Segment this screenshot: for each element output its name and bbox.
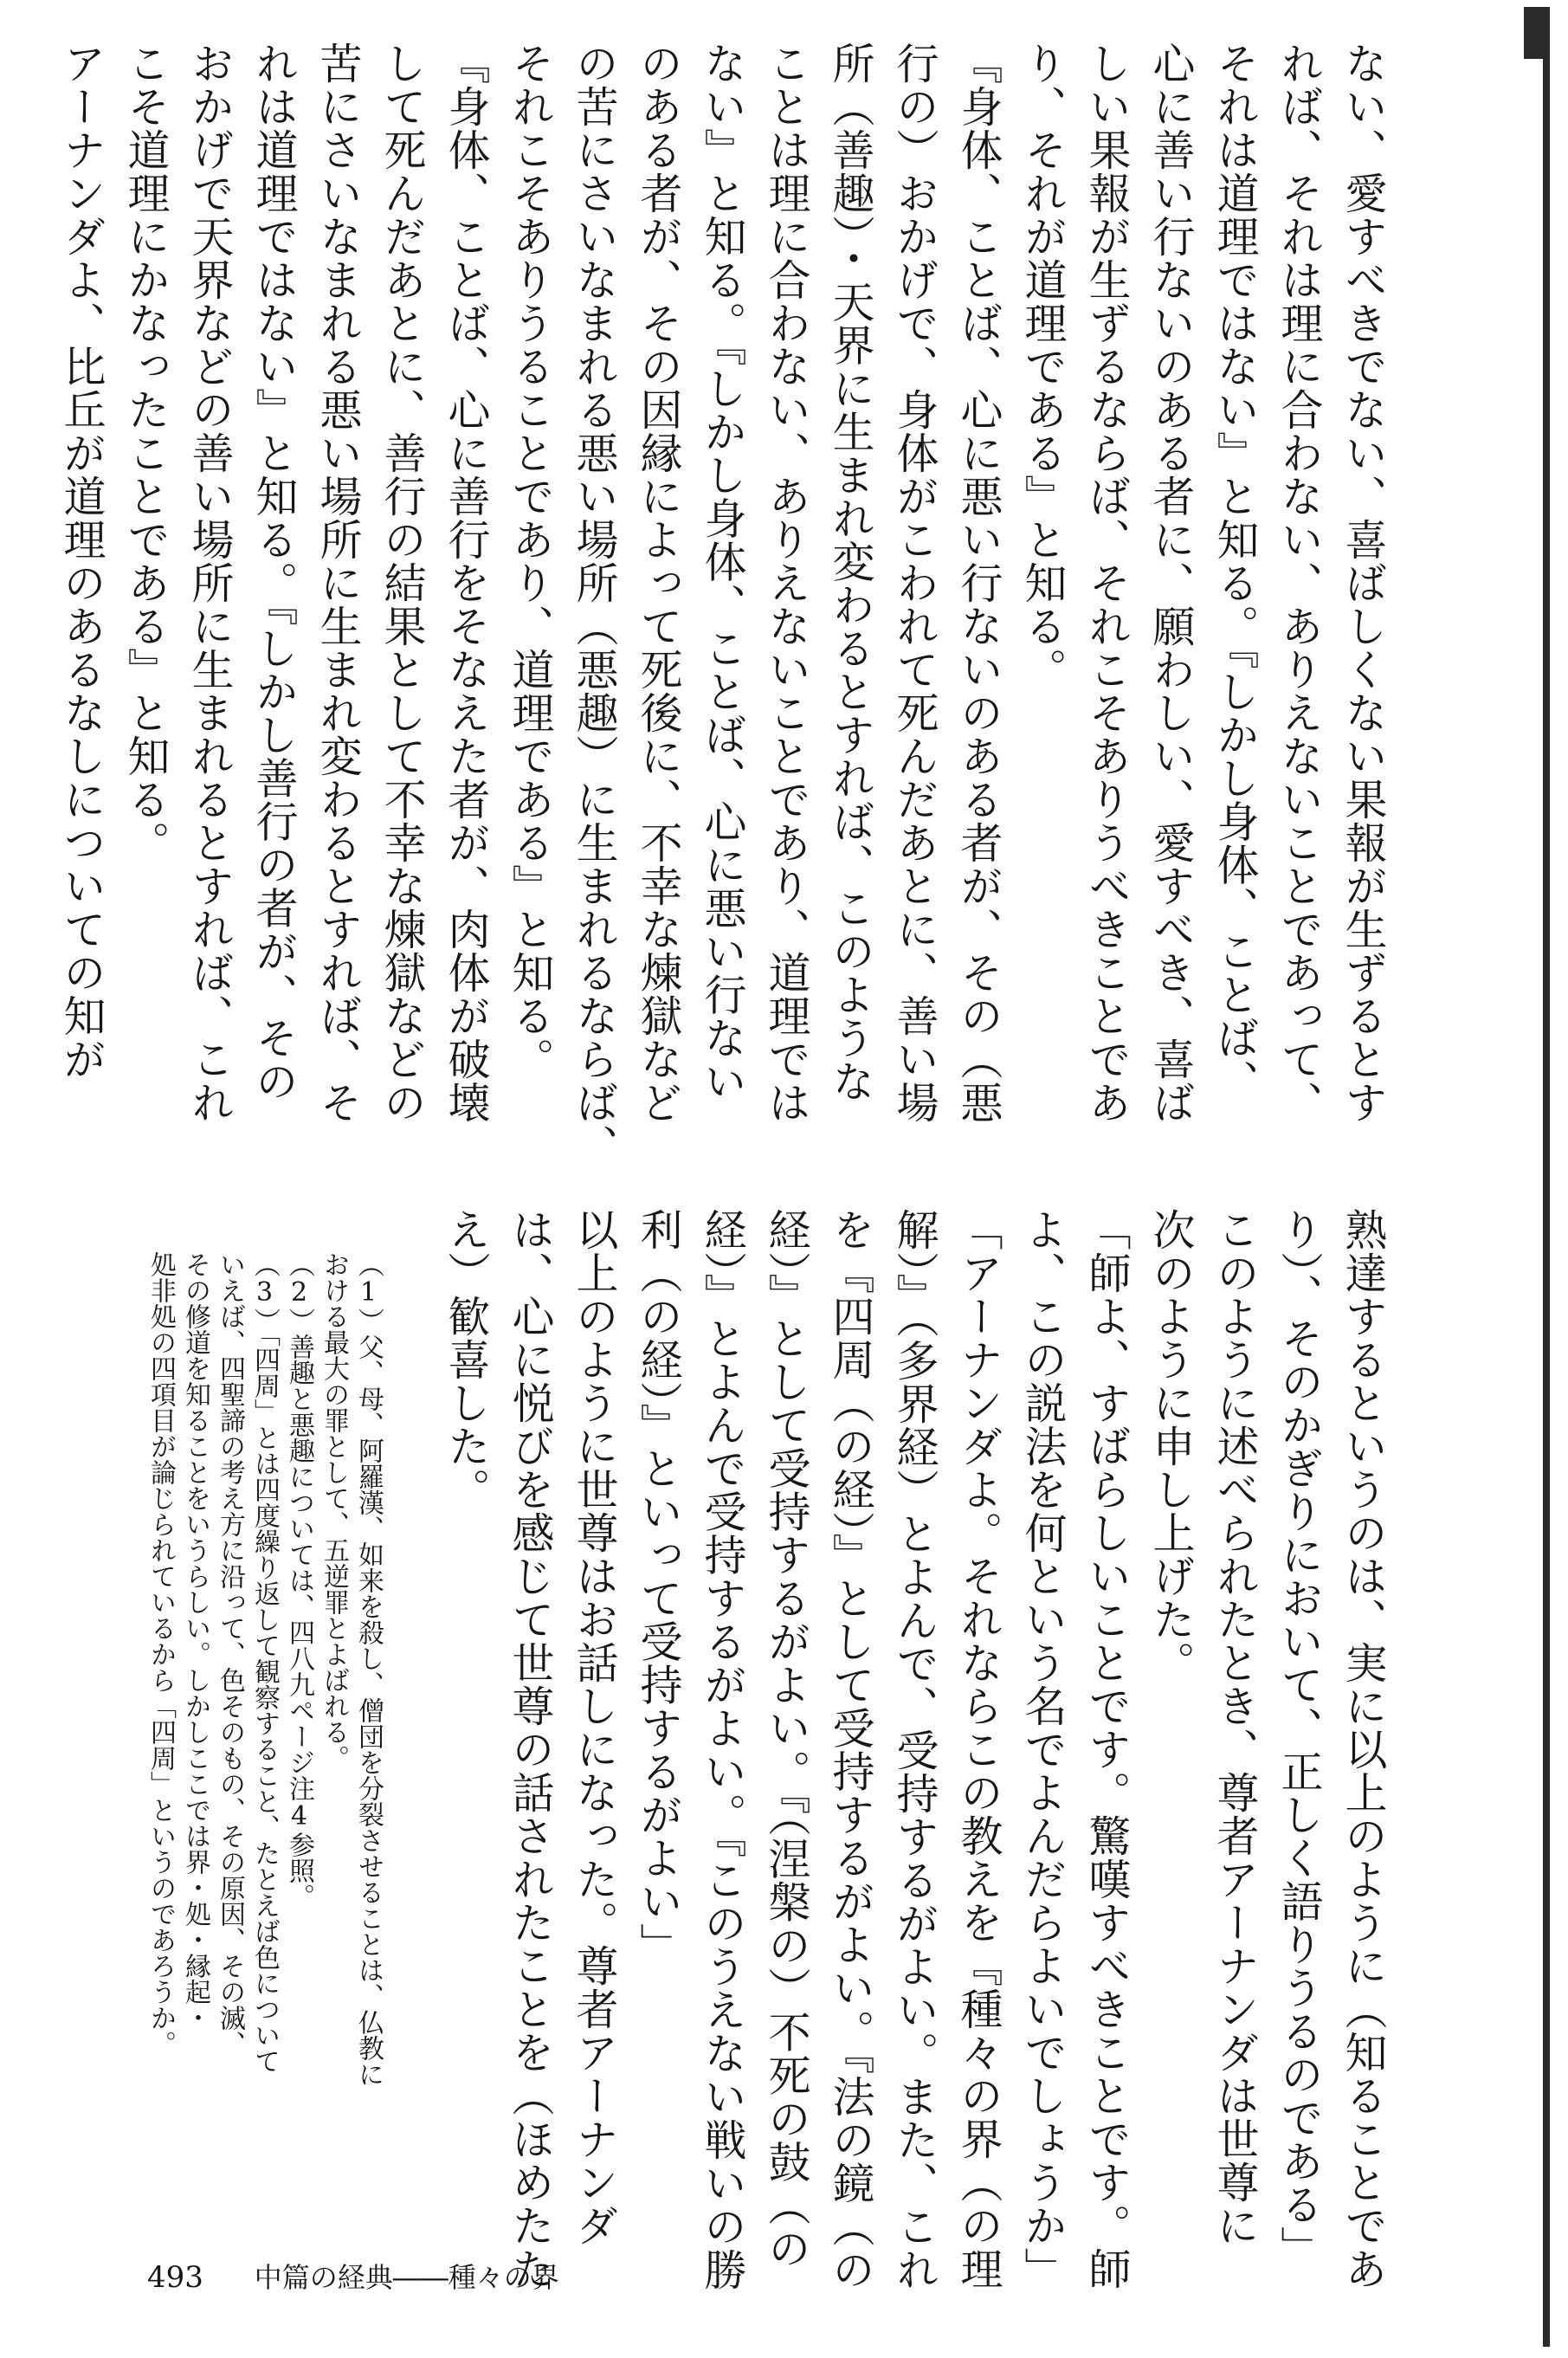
running-title: 中篇の経典――種々の界 [254,2261,559,2294]
footnote-line: 処非処の四項目が論じられているから「四周」というのであろうか。 [145,1251,176,2057]
text-line: を『四周（の経）』として受持するがよい。『法の鏡（の [826,1208,875,2291]
main-text-upper [49,42,1395,1178]
text-line: おかげで天界などの善い場所に生まれるとすれば、これ [185,42,235,1124]
text-line: は、心に悦びを感じて世尊の話されたことを（ほめたた [506,1208,555,2290]
footnote-line: （3）「四周」とは四度繰り返して観察すること、たとえば色について [249,1251,280,2074]
footnote-line: （1）父、母、阿羅漢、如来を殺し、僧団を分裂させることは、仏教に [353,1251,384,2087]
footnote-line: おける最大の罪として、五逆罪とよばれる。 [319,1251,349,1771]
page-footer [147,2256,559,2296]
text-line: それは道理ではない』と知る。『しかし身体、ことば、 [1210,42,1260,1103]
binding-edge-line [1543,26,1550,2347]
text-line: 『身体、ことば、心に悪い行ないのある者が、その（悪 [954,42,1003,1124]
text-line: のある者が、その因縁によって死後に、不幸な煉獄など [634,42,683,1124]
text-line: 苦にさいなまれる悪い場所に生まれ変わるとすれば、そ [313,42,363,1124]
text-line: 経）』とよんで受持するがよい。『このうえない戦いの勝 [698,1208,747,2291]
footnote-line: その修道を知ることをいうらしい。しかしここでは界・処・縁起・ [180,1251,210,2031]
page-number: 493 [147,2260,203,2295]
text-line: り）、そのかぎりにおいて、正しく語りうるのである」 [1274,1208,1324,2270]
text-line: 行の）おかげで、身体がこわれて死んだあとに、善い場 [890,42,939,1124]
text-line: ことは理に合わない、ありえないことであり、道理では [762,42,811,1124]
text-line: え）歓喜した。 [442,1208,491,1511]
text-line: 解）』（多界経）とよんで、受持するがよい。また、これ [890,1208,939,2291]
text-line: こそ道理にかなったことである』と知る。 [121,42,171,864]
text-line: 『身体、ことば、心に善行をそなえた者が、肉体が破壊 [442,42,491,1124]
text-line: れば、それは理に合わない、ありえないことであって、 [1274,42,1324,1124]
text-line: アーナンダよ、比丘が道理のあるなしについての知が [57,42,106,1081]
text-line: 心に善い行ないのある者に、願わしい、愛すべき、喜ば [1146,42,1196,1124]
main-text-lower [434,1208,1395,2291]
text-line: ない、愛すべきでない、喜ばしくない果報が生ずるとす [1339,42,1388,1124]
text-line: しい果報が生ずるならば、それこそありうべきことであ [1082,42,1132,1124]
footnote-line: いえば、四聖諦の考え方に沿って、色そのもの、その原因、その滅、 [215,1251,245,2057]
text-line: して死んだあとに、善行の結果として不幸な煉獄などの [377,42,427,1124]
text-line: 次のように申し上げた。 [1146,1208,1196,1684]
text-line: 所（善趣）・天界に生まれ変わるとすれば、このような [826,42,875,1103]
footnote-line: （2）善趣と悪趣については、四八九ページ注4参照。 [284,1251,314,1909]
text-line: 以上のように世尊はお話しになった。尊者アーナンダ [570,1208,619,2247]
text-line: れは道理ではない』と知る。『しかし善行の者が、その [249,42,299,1103]
text-line: ない』と知る。『しかし身体、ことば、心に悪い行ない [698,42,747,1103]
text-line: よ、この説法を何という名でよんだらよいでしょうか」 [1018,1208,1068,2290]
text-line: 「アーナンダよ。それならこの教えを『種々の界（の理 [954,1208,1003,2290]
footnotes [143,1251,385,2148]
text-line: 利（の経）』といって受持するがよい」 [634,1208,683,1967]
text-line: それこそありうることであり、道理である』と知る。 [506,42,555,1081]
text-line: 熟達するというのは、実に以上のように（知ることであ [1339,1208,1388,2290]
text-line: り、それが道理である』と知る。 [1018,42,1068,691]
text-line: このように述べられたとき、尊者アーナンダは世尊に [1210,1208,1260,2247]
text-line: 「師よ、すばらしいことです。驚嘆すべきことです。師 [1082,1208,1132,2290]
text-line: 経）』として受持するがよい。『（涅槃の）不死の鼓（の [762,1208,811,2271]
text-line: の苦にさいなまれる悪い場所（悪趣）に生まれるならば、 [570,42,619,1167]
